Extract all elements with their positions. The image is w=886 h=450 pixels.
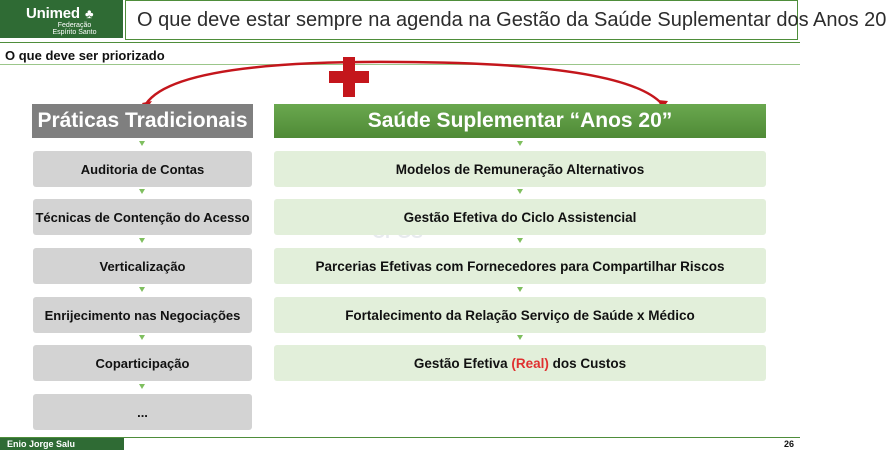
down-arrow-icon	[139, 238, 145, 243]
down-arrow-icon	[517, 287, 523, 292]
logo-line-2: Espírito Santo	[52, 29, 97, 36]
right-item-supplier-partnerships: Parcerias Efetivas com Fornecedores para Compartilhar Riscos	[274, 248, 766, 284]
right-item-remuneration: Modelos de Remuneração Alternativos	[274, 151, 766, 187]
down-arrow-icon	[139, 335, 145, 340]
down-arrow-icon	[517, 335, 523, 340]
down-arrow-icon	[517, 141, 523, 146]
left-item-access-containment: Técnicas de Contenção do Acesso	[33, 199, 252, 235]
page-number: 26	[783, 439, 794, 449]
down-arrow-icon	[139, 141, 145, 146]
cost-text-highlight: (Real)	[511, 355, 549, 371]
down-arrow-icon	[139, 287, 145, 292]
tree-icon: ♣	[85, 6, 94, 21]
down-arrow-icon	[139, 189, 145, 194]
logo-brand: Unimed	[26, 5, 80, 22]
down-arrow-icon	[139, 384, 145, 389]
left-item-negotiations: Enrijecimento nas Negociações	[33, 297, 252, 333]
left-item-ellipsis: ...	[33, 394, 252, 430]
left-item-verticalization: Verticalização	[33, 248, 252, 284]
down-arrow-icon	[517, 189, 523, 194]
logo-line-1: Federação	[57, 22, 92, 29]
right-item-cost-management	[274, 345, 766, 381]
cost-text-before: Gestão Efetiva	[413, 355, 512, 371]
section-label: O que deve ser priorizado	[5, 48, 165, 63]
right-item-care-cycle: Gestão Efetiva do Ciclo Assistencial	[274, 199, 766, 235]
left-item-audit: Auditoria de Contas	[33, 151, 252, 187]
right-item-service-physician: Fortalecimento da Relação Serviço de Saúde x Médico	[274, 297, 766, 333]
down-arrow-icon	[517, 238, 523, 243]
left-item-copayment: Coparticipação	[33, 345, 252, 381]
red-cross-icon	[329, 57, 369, 97]
slide-title: O que deve estar sempre na agenda na Gestão da Saúde Suplementar dos Anos 20	[137, 9, 886, 31]
header-supplementary-health: Saúde Suplementar “Anos 20”	[274, 104, 766, 138]
header-traditional-practices: Práticas Tradicionais	[32, 104, 253, 138]
cost-text-after: dos Custos	[548, 355, 627, 371]
footer-author: Enio Jorge Salu	[0, 438, 124, 450]
arc-path	[146, 62, 662, 104]
